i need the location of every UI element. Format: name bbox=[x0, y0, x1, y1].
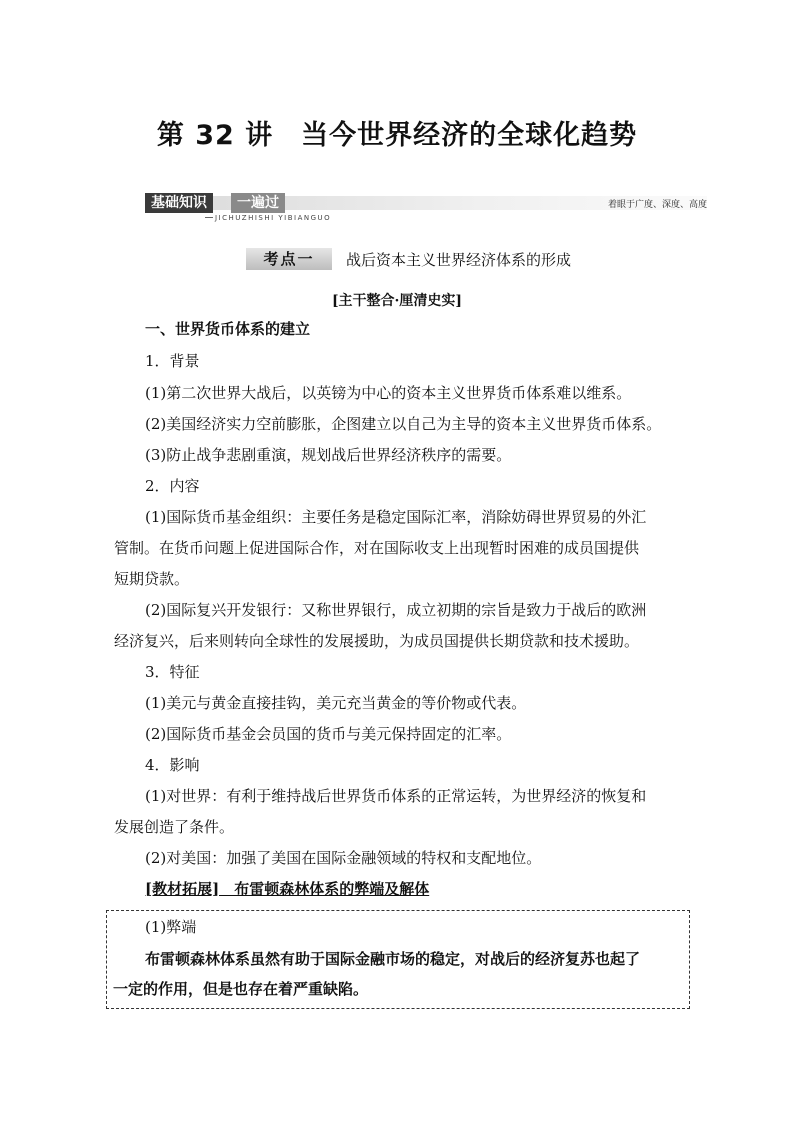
paragraph: 经济复兴，后来则转向全球性的发展援助，为成员国提供长期贷款和技术援助。 bbox=[114, 632, 640, 650]
page-title: 第 32 讲 当今世界经济的全球化趋势 bbox=[156, 120, 638, 151]
subheading-content: 2．内容 bbox=[145, 477, 200, 495]
box-heading: (1)弊端 bbox=[145, 918, 197, 936]
paragraph: (1)第二次世界大战后，以英镑为中心的资本主义世界货币体系难以维系。 bbox=[145, 384, 632, 402]
subheading-background: 1．背景 bbox=[145, 352, 200, 370]
banner-rule bbox=[205, 217, 213, 218]
section-banner bbox=[145, 193, 707, 227]
extension-heading: [教材拓展] 布雷顿森林体系的弊端及解体 bbox=[145, 880, 430, 898]
heading-1: 一、世界货币体系的建立 bbox=[145, 320, 311, 338]
banner-tag-once: 一遍过 bbox=[231, 193, 285, 213]
paragraph: 管制。在货币问题上促进国际合作，对在国际收支上出现暂时困难的成员国提供 bbox=[114, 539, 640, 557]
box-paragraph: 一定的作用，但是也存在着严重缺陷。 bbox=[113, 980, 369, 998]
banner-note: 着眼于广度、深度、高度 bbox=[607, 200, 707, 210]
kaodian-label: 考点一 bbox=[246, 248, 332, 270]
paragraph: (1)对世界：有利于维持战后世界货币体系的正常运转，为世界经济的恢复和 bbox=[145, 787, 647, 805]
paragraph: (2)对美国：加强了美国在国际金融领域的特权和支配地位。 bbox=[145, 849, 542, 867]
subheading-features: 3．特征 bbox=[145, 663, 200, 681]
paragraph: (2)美国经济实力空前膨胀，企图建立以自己为主导的资本主义世界货币体系。 bbox=[145, 415, 662, 433]
paragraph: (2)国际复兴开发银行：又称世界银行，成立初期的宗旨是致力于战后的欧洲 bbox=[145, 601, 647, 619]
section-subheading: [主干整合·厘清史实] bbox=[331, 293, 463, 309]
paragraph: (3)防止战争悲剧重演，规划战后世界经济秩序的需要。 bbox=[145, 446, 512, 464]
box-paragraph: 布雷顿森林体系虽然有助于国际金融市场的稳定，对战后的经济复苏也起了 bbox=[145, 950, 641, 968]
paragraph: (1)国际货币基金组织：主要任务是稳定国际汇率，消除妨碍世界贸易的外汇 bbox=[145, 508, 647, 526]
kaodian-text: 战后资本主义世界经济体系的形成 bbox=[346, 251, 572, 269]
paragraph: (1)美元与黄金直接挂钩，美元充当黄金的等价物或代表。 bbox=[145, 694, 527, 712]
subheading-impact: 4．影响 bbox=[145, 756, 200, 774]
paragraph: 发展创造了条件。 bbox=[114, 818, 235, 836]
paragraph: (2)国际货币基金会员国的货币与美元保持固定的汇率。 bbox=[145, 725, 512, 743]
paragraph: 短期贷款。 bbox=[114, 570, 190, 588]
banner-tag-basic: 基础知识 bbox=[145, 193, 213, 213]
banner-pinyin: JICHUZHISHI YIBIANGUO bbox=[215, 214, 332, 222]
extension-box bbox=[106, 910, 690, 1009]
